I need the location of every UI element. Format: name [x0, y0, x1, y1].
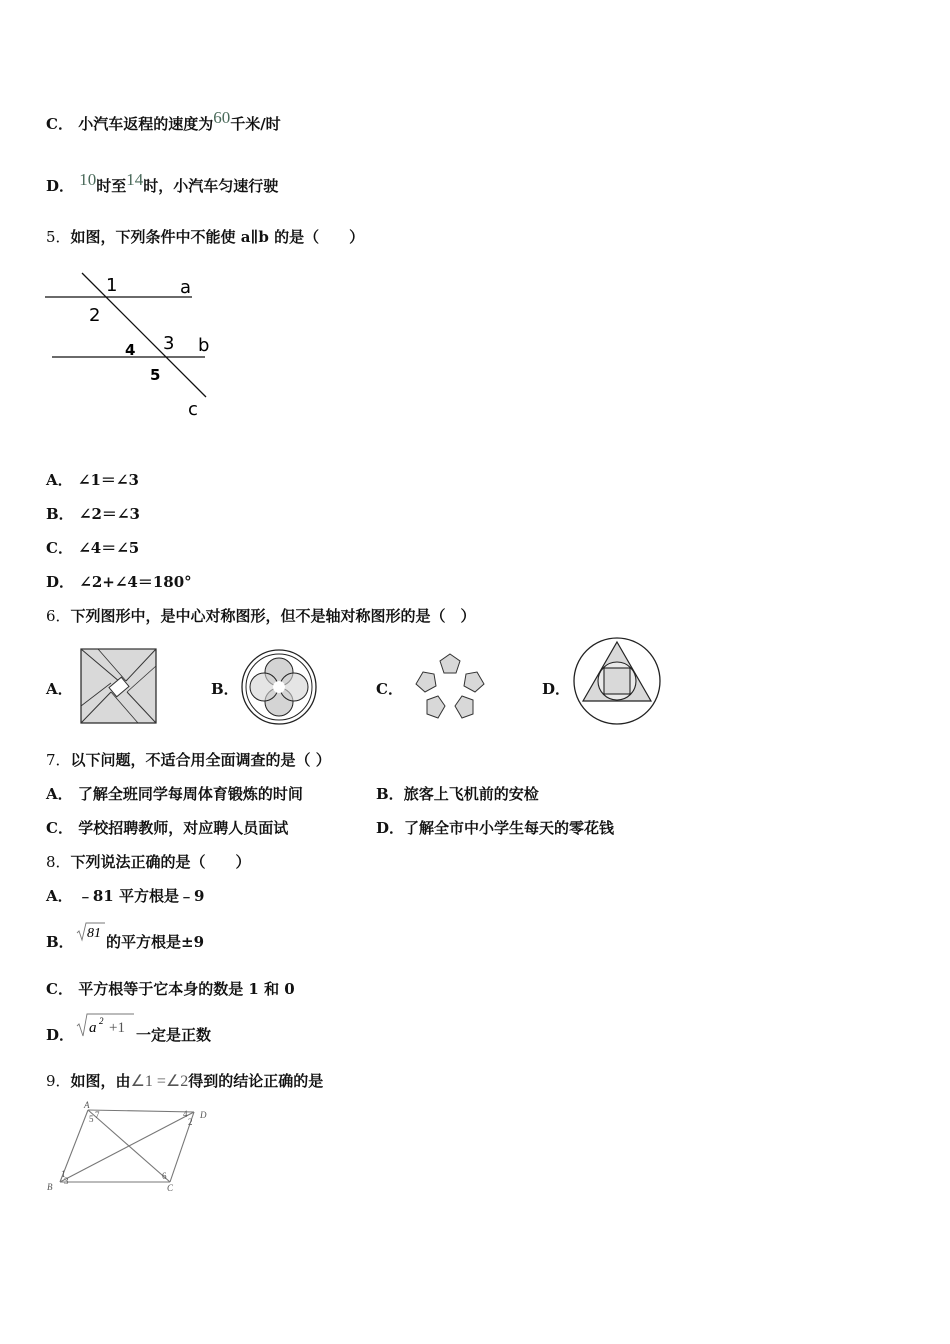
q7-option-c-label: C．: [46, 819, 73, 837]
q8-option-a-label: A．: [46, 887, 73, 905]
fig5-label-5: 5: [150, 366, 161, 384]
q5-option-b: [46, 504, 140, 524]
q7-option-b-text: 旅客上飞机前的安检: [403, 785, 539, 803]
side-ad: [88, 1110, 194, 1112]
q4-option-c-label: C．: [46, 115, 73, 133]
q8-option-d: [46, 1025, 74, 1045]
q9-stem: [46, 1071, 323, 1092]
q8-option-d-sqrt: [76, 1011, 136, 1039]
q8-option-b-radicand: 81: [87, 926, 101, 941]
q7-number: 7．: [46, 751, 71, 769]
fig5-label-a: a: [180, 277, 192, 298]
q6-option-d-label: D．: [542, 680, 571, 698]
q7-option-b-label: B．: [376, 785, 404, 803]
q5-option-d-text: ∠2+∠4＝180°: [79, 573, 192, 591]
q9-angle-4: 4: [183, 1109, 188, 1119]
q6-option-c-label: C．: [376, 680, 403, 698]
q7-option-d-text: 了解全市中小学生每天的零花钱: [404, 819, 615, 837]
q5-option-a-label: A．: [46, 471, 73, 489]
q8-number: 8．: [46, 853, 71, 871]
q8-option-d-var: a: [89, 1020, 97, 1036]
q5-option-b-label: B．: [46, 505, 74, 523]
q5-stem: [46, 227, 364, 247]
fig5-label-1: 1: [106, 275, 118, 296]
q8-option-d-plus: +1: [109, 1020, 125, 1036]
q8-option-c-text: 平方根等于它本身的数是 1 和 0: [78, 980, 295, 998]
q6-stem: [46, 606, 476, 626]
q4-option-d: [46, 170, 279, 196]
q9-stem-post: 得到的结论正确的是: [188, 1072, 324, 1090]
q8-option-b: [46, 932, 74, 952]
fig5-label-2: 2: [89, 305, 101, 326]
q9-stem-pre: 如图，由: [70, 1072, 131, 1090]
q6-figure-b: [240, 648, 318, 726]
q9-vertex-a: A: [84, 1100, 90, 1110]
q9-figure: [44, 1100, 214, 1195]
q5-option-d-label: D．: [46, 573, 75, 591]
q7-stem: [46, 750, 331, 770]
q9-angle-6: 6: [162, 1171, 167, 1181]
q8-option-b-sqrt: [76, 920, 106, 944]
q8-option-d-exp: 2: [99, 1016, 104, 1026]
fig5-label-3: 3: [163, 333, 175, 354]
q9-vertex-d: D: [200, 1110, 207, 1120]
q5-option-c-label: C．: [46, 539, 73, 557]
q9-angle-3: 3: [64, 1176, 69, 1186]
q7-option-d-label: D．: [376, 819, 405, 837]
q9-math: ∠1 =∠2: [130, 1073, 189, 1090]
q4-option-c-pre: 小汽车返程的速度为: [78, 115, 214, 133]
q8-option-c: [46, 979, 295, 999]
fig5-label-4: 4: [125, 341, 136, 359]
q9-number: 9．: [46, 1072, 71, 1090]
q6-figure-d: [573, 637, 661, 725]
q6-figure-a: [80, 648, 157, 724]
q5-option-a-text: ∠1＝∠3: [77, 471, 139, 489]
q6-option-a-label: A．: [46, 680, 73, 698]
q6-stem-text: 下列图形中，是中心对称图形，但不是轴对称图形的是（ ）: [70, 607, 476, 625]
q8-option-a: [46, 886, 204, 906]
q5-option-c-text: ∠4＝∠5: [78, 539, 140, 557]
q6-option-b-label: B．: [211, 680, 239, 698]
q7-stem-text: 以下问题，不适合用全面调查的是（ ）: [70, 751, 331, 769]
q8-option-b-label: B．: [46, 933, 74, 951]
q8-stem-text: 下列说法正确的是（ ）: [70, 853, 251, 871]
q5-option-a: [46, 470, 139, 490]
q8-stem: [46, 852, 251, 872]
q6-number: 6．: [46, 607, 71, 625]
q6-figure-c: [410, 652, 490, 726]
fig5-label-c: c: [188, 399, 198, 420]
q9-angle-7: 7: [95, 1110, 100, 1120]
q4-option-d-mid: 时至: [96, 177, 127, 195]
q7-option-a-label: A．: [46, 785, 73, 803]
q4-option-c-post: 千米/时: [230, 115, 281, 133]
q7-option-d: [376, 818, 614, 838]
q8-option-d-text: 一定是正数: [136, 1026, 212, 1044]
q5-number: 5．: [46, 228, 71, 246]
q5-figure: [40, 265, 230, 425]
q9-angle-2: 2: [188, 1117, 193, 1127]
q4-option-d-num2: 14: [126, 170, 144, 189]
q4-option-d-post: 时，小汽车匀速行驶: [143, 177, 279, 195]
q9-vertex-c: C: [167, 1183, 174, 1193]
fig5-label-b: b: [198, 335, 210, 356]
q8-option-c-label: C．: [46, 980, 73, 998]
q9-vertex-b: B: [47, 1182, 53, 1192]
q4-option-d-num1: 10: [79, 170, 97, 189]
q9-angle-5: 5: [89, 1114, 94, 1124]
q8-option-d-label: D．: [46, 1026, 75, 1044]
q8-option-b-text: 的平方根是±9: [106, 933, 205, 951]
q5-option-d: [46, 572, 192, 592]
q5-option-b-text: ∠2＝∠3: [78, 505, 140, 523]
q8-option-a-text: ﹣81 平方根是﹣9: [77, 887, 205, 905]
q7-option-a: [46, 784, 303, 804]
q7-option-b: [376, 784, 539, 804]
q4-option-c-num: 60: [213, 108, 231, 127]
q7-option-a-text: 了解全班同学每周体育锻炼的时间: [77, 785, 303, 803]
q9-angle-1: 1: [61, 1169, 66, 1179]
q7-option-c: [46, 818, 288, 838]
q5-stem-text: 如图，下列条件中不能使 a∥b 的是（ ）: [70, 228, 365, 246]
q4-option-c: [46, 108, 281, 134]
q4-option-d-label: D．: [46, 177, 75, 195]
q7-option-c-text: 学校招聘教师，对应聘人员面试: [78, 819, 289, 837]
q5-option-c: [46, 538, 139, 558]
